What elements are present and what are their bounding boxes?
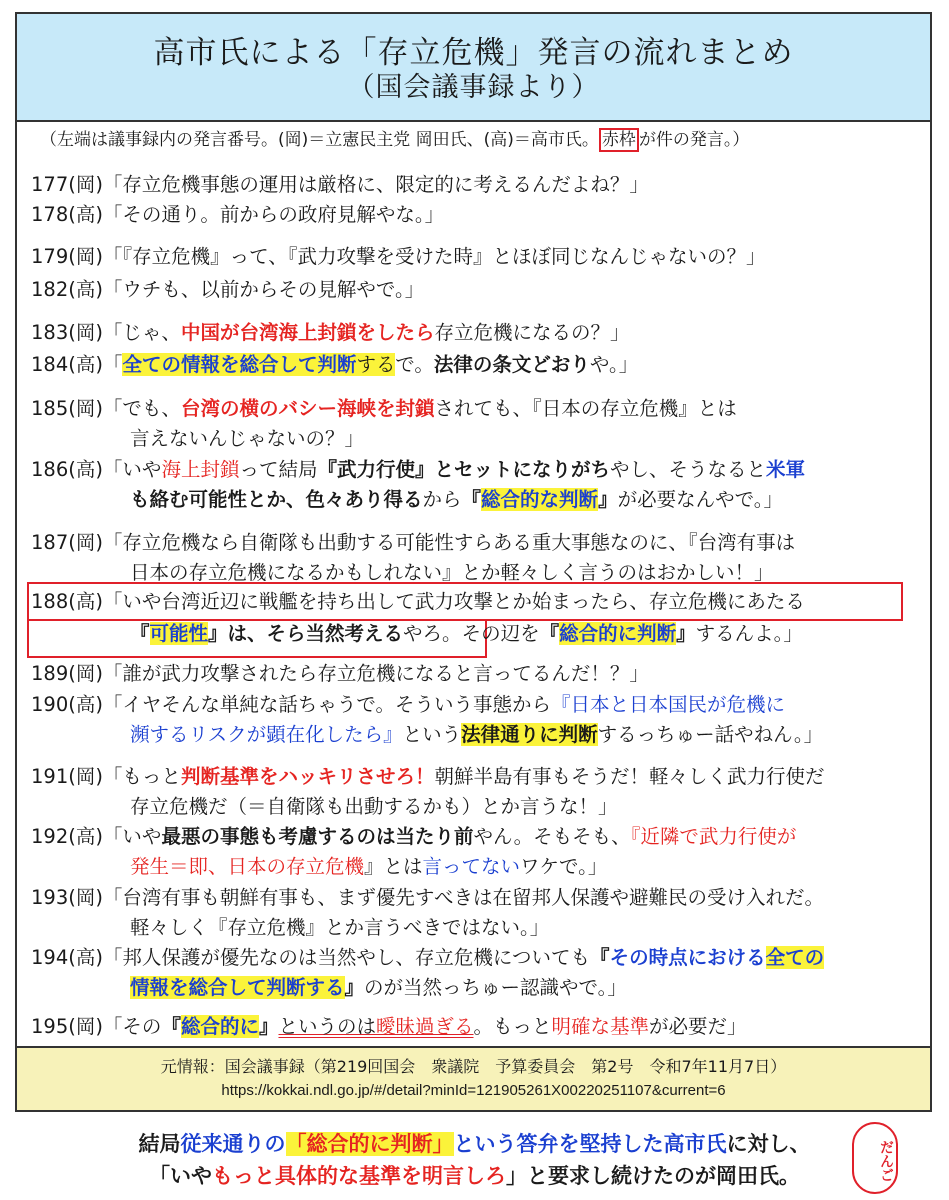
s195-e: というのは (278, 1015, 376, 1038)
c-p4: という答弁を堅持した高市氏 (453, 1132, 727, 1156)
statement-190-cont (130, 720, 823, 750)
s192-g: 言ってない (422, 855, 521, 878)
statement-183 (31, 318, 629, 348)
c-p7: もっと具体的な基準を明言しろ (212, 1164, 506, 1188)
statement-188: 188(高)「いや台湾近辺に戦艦を持ち出して武力攻撃とか始まったら、存立危機にあたる (31, 590, 805, 613)
s186-e: やし、そうなると (609, 458, 766, 481)
s186-b: 海上封鎖 (161, 458, 240, 481)
s186-i: 『 (461, 488, 482, 511)
s183-c: 存立危機になるの？」 (434, 321, 630, 344)
s195-a: 195(岡)「その (31, 1015, 162, 1038)
s188-g: 『 (539, 622, 560, 645)
statement-186 (31, 455, 805, 485)
c-p1: 結局 (138, 1132, 181, 1156)
s192-f: 』とは (364, 855, 423, 878)
s190-e: 法律通りに判断 (461, 723, 598, 746)
s183-b: 中国が台湾海上封鎖をしたら (180, 321, 435, 344)
s188-j: するんよ。」 (695, 622, 803, 645)
s188-f: その辺を (461, 622, 540, 645)
s184-c: する (356, 353, 396, 376)
s186-l: が必要なんやで。」 (617, 488, 783, 511)
s186-g: も絡む可能性とか、色々あり得る (130, 488, 423, 511)
conclusion-line2 (0, 1160, 949, 1192)
s192-d: 『近隣で武力行使が (630, 825, 797, 848)
conclusion-line1 (0, 1128, 949, 1160)
c-p2: 従来通りの (180, 1132, 286, 1156)
s184-f: や。」 (589, 353, 639, 376)
statement-194 (31, 943, 824, 973)
statement-193-cont: 軽々しく『存立危機』とか言うべきではない。」 (130, 916, 550, 939)
legend-before: （左端は議事録内の発言番号。(岡)＝立憲民主党 岡田氏、(高)＝高市氏。 (40, 130, 599, 150)
statement-195 (31, 1012, 747, 1042)
s183-a: 183(岡)「じゃ、 (31, 321, 181, 344)
s194-d: 全ての (765, 946, 825, 969)
statement-186-cont (130, 485, 783, 515)
c-p8: 」と要求し続けたのが岡田氏。 (506, 1164, 800, 1188)
statement-189: 189(岡)「誰が武力攻撃されたら存立危機になると言ってるんだ！？」 (31, 662, 649, 685)
s192-h: ワケで。」 (520, 855, 608, 878)
source-url[interactable]: https://kokkai.ndl.go.jp/#/detail?minId=121905261X00220251107&current=6 (221, 1082, 726, 1099)
s191-b: 判断基準をハッキリさせろ！ (180, 765, 435, 788)
s186-h: から (422, 488, 462, 511)
statement-185 (31, 394, 737, 424)
s186-c: って結局 (239, 458, 318, 481)
source-text: 元情報：国会議事録（第219回国会 衆議院 予算委員会 第2号 令和7年11月7日） (160, 1057, 787, 1076)
s190-a: 190(高)「イヤそんな単純な話ちゃうで。そういう事態から (31, 693, 552, 716)
c-p3: 「総合的に判断」 (285, 1132, 454, 1156)
statement-193: 193(岡)「台湾有事も朝鮮有事も、まず優先すべきは在留邦人保護や避難民の受け入れだ。 (31, 886, 825, 909)
s195-c: 総合的に (180, 1015, 259, 1038)
s188-b: 『 (130, 622, 150, 645)
statement-184 (31, 350, 638, 380)
s186-f: 米軍 (766, 458, 806, 481)
s190-f: するっちゅー話やねん。」 (597, 723, 824, 746)
s188-h: 総合的に判断 (559, 622, 677, 645)
s194-c: その時点における (609, 946, 766, 969)
s195-h: 明確な基準 (551, 1015, 650, 1038)
s185-c: されても、『日本の存立危機』とは (434, 397, 737, 420)
statement-185-cont: 言えないんじゃないの？」 (130, 427, 365, 450)
s195-f: 曖昧過ぎる (376, 1015, 474, 1038)
s195-g: 。もっと (473, 1015, 552, 1038)
statement-191 (31, 762, 824, 792)
s194-b: 『 (590, 946, 610, 969)
page-title: 高市氏による「存立危機」発言の流れまとめ (153, 35, 794, 71)
s192-b: 最悪の事態も考慮するのは当たり前 (161, 825, 474, 848)
s188-i: 』 (676, 622, 696, 645)
s185-b: 台湾の横のバシー海峡を封鎖 (180, 397, 435, 420)
s188-c: 可能性 (149, 622, 209, 645)
s192-a: 192(高)「いや (31, 825, 162, 848)
s194-f: 』 (344, 976, 365, 999)
s190-c: 瀕するリスクが顕在化したら』 (130, 723, 403, 746)
s191-c: 朝鮮半島有事もそうだ！軽々しく武力行使だ (434, 765, 825, 788)
s190-b: 『日本と日本国民が危機に (551, 693, 786, 716)
s195-i: が必要だ」 (649, 1015, 747, 1038)
s192-e: 発生＝即、日本の存立危機 (130, 855, 365, 878)
statement-188-cont (130, 619, 803, 649)
statement-194-cont (130, 973, 627, 1003)
s195-b: 『 (161, 1015, 181, 1038)
s191-a: 191(岡)「もっと (31, 765, 181, 788)
s192-c: やん。そもそも、 (473, 825, 631, 848)
statement-178: 178(高)「その通り。前からの政府見解やな。」 (31, 203, 445, 226)
legend (40, 128, 749, 152)
s195-d: 』 (258, 1015, 279, 1038)
statement-179: 179(岡)「『存立危機』って、『武力攻撃を受けた時』とほぼ同じなんじゃないの？」 (31, 245, 766, 268)
statement-177: 177(岡)「存立危機事態の運用は厳格に、限定的に考えるんだよね？」 (31, 173, 649, 196)
statement-187-cont: 日本の存立危機になるかもしれない』とか軽々しく言うのはおかしい！」 (130, 561, 774, 584)
s186-j: 総合的な判断 (481, 488, 599, 511)
c-p5: に対し、 (726, 1132, 811, 1156)
s184-b: 全ての情報を総合して判断 (122, 353, 357, 376)
source-footer (17, 1046, 930, 1110)
s184-a: 184(高)「 (31, 353, 123, 376)
statement-191-cont: 存立危機だ（＝自衛隊も出動するかも）とか言うな！」 (130, 795, 618, 818)
s186-d: 『武力行使』とセットになりがち (317, 458, 610, 481)
c-p6: 「いや (149, 1164, 212, 1188)
statement-190 (31, 690, 785, 720)
s188-d: 』は、そら当然考える (208, 622, 404, 645)
s194-g: のが当然っちゅー認識やで。」 (364, 976, 627, 999)
conclusion (0, 1128, 949, 1192)
s184-d: で。 (395, 353, 434, 376)
s186-k: 』 (598, 488, 618, 511)
s190-d: という (402, 723, 462, 746)
statement-182: 182(高)「ウチも、以前からその見解やで。」 (31, 278, 425, 301)
s186-a: 186(高)「いや (31, 458, 162, 481)
s188-e: やろ。 (403, 622, 462, 645)
statement-192 (31, 822, 796, 852)
author-stamp: だんご (852, 1122, 898, 1194)
s194-a: 194(高)「邦人保護が優先なのは当然やし、存立危機についても (31, 946, 591, 969)
legend-red-box: 赤枠 (599, 128, 639, 152)
header (17, 14, 930, 122)
legend-after: が件の発言。） (638, 130, 750, 150)
statement-192-cont (130, 852, 607, 882)
statement-187: 187(岡)「存立危機なら自衛隊も出動する可能性すらある重大事態なのに、『台湾有事は (31, 531, 796, 554)
page-subtitle: （国会議事録より） (347, 72, 600, 103)
s184-e: 法律の条文どおり (433, 353, 590, 376)
s185-a: 185(岡)「でも、 (31, 397, 181, 420)
s194-e: 情報を総合して判断する (130, 976, 345, 999)
